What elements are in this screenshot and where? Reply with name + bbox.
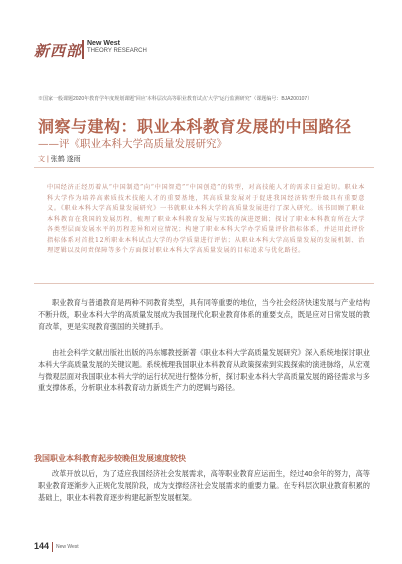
authors-label: 文 | bbox=[38, 156, 49, 163]
article-title: 洞察与建构：职业本科教育发展的中国路径 bbox=[38, 117, 352, 136]
section-heading: 我国职业本科教育起步较晚但发展速度较快 bbox=[34, 454, 186, 463]
abstract-bottom-rule bbox=[34, 283, 374, 284]
abstract-top-rule bbox=[34, 167, 374, 168]
article-authors bbox=[38, 154, 81, 164]
body-paragraph-1: 职业教育与普通教育是两种不同教育类型，具有同等重要的地位，当今社会经济快速发展与产业结构不断升级，职业本科大学的高质量发展成为我国现代化职业教育体系的重要支点，既是应对日常发展的教育改革，更是实现教育强国的关键抓手。 bbox=[38, 298, 370, 331]
page-number: 144 bbox=[34, 541, 50, 551]
footer-divider bbox=[52, 542, 53, 552]
article-abstract: 中国经济正经历着从“中国制造”向“中国智造”“中国创造”的转型，对高技能人才的需求日益迫切。职业本科大学作为培养高素质技术技能人才的重要基地，其高质量发展对于促进我国经济转型升级具有重要意义。《职业本科大学高质量发展研究》一书就职业本科大学的高质量发展进行了深入研究。该书回顾了职业本科教育在我国的发展历程，梳理了职业本科教育发展与实践的演进逻辑；探讨了职业本科教育所在大学各类型层面发展水平的历程差异和对应情况；构建了职业本科大学办学质量评价指标体系，并运用此评价指标体系对首批12所职业本科试点大学的办学质量进行评估；从职业本科大学高质量发展的发展机制、治理逻辑以及问责保障等多个方面探讨职业本科大学高质量发展的目标追求与优化路径。 bbox=[47, 184, 365, 254]
magazine-logo-english bbox=[87, 40, 147, 55]
body-paragraph-2: 由社会科学文献出版社出版的冯东娜教授新著《职业本科大学高质量发展研究》深入系统地探讨职业本科大学高质量发展的关键议题。系统梳理我国职业本科教育从政策探索到实践探索的演进脉络，从宏观与微观层面对我国职业本科大学的运行状况进行整体分析，探讨职业本科大学高质量发展的路径需求与多重支撑体系，分析职业本科教育动力新质生产力的逻辑与路径。 bbox=[38, 348, 370, 393]
footer-label: New West bbox=[56, 544, 79, 550]
logo-divider bbox=[82, 40, 84, 59]
funding-note: ※国家一般课题2020年教育学年度规划课题“回应‘本科层次高等职业教育试点’大学”运行监测研究”（课题编号：BJA200107） bbox=[38, 96, 313, 102]
authors-names: 张鹤 遂雨 bbox=[50, 156, 81, 163]
logo-en-sub: THEORY RESEARCH bbox=[87, 48, 147, 54]
magazine-logo: 新西部 bbox=[34, 42, 83, 60]
body-paragraph-3: 改革开放以后，为了适应我国经济社会发展需求，高等职业教育应运而生，经过40余年的努力，高等职业教育逐渐步入正规化发展阶段，成为支撑经济社会发展需求的重要力量。在专科层次职业教育积累的基础上，职业本科教育逐步构建起新型发展框架。 bbox=[38, 469, 370, 502]
article-subtitle: ——评《职业本科大学高质量发展研究》 bbox=[38, 138, 227, 150]
logo-en-title: New West bbox=[87, 40, 120, 47]
